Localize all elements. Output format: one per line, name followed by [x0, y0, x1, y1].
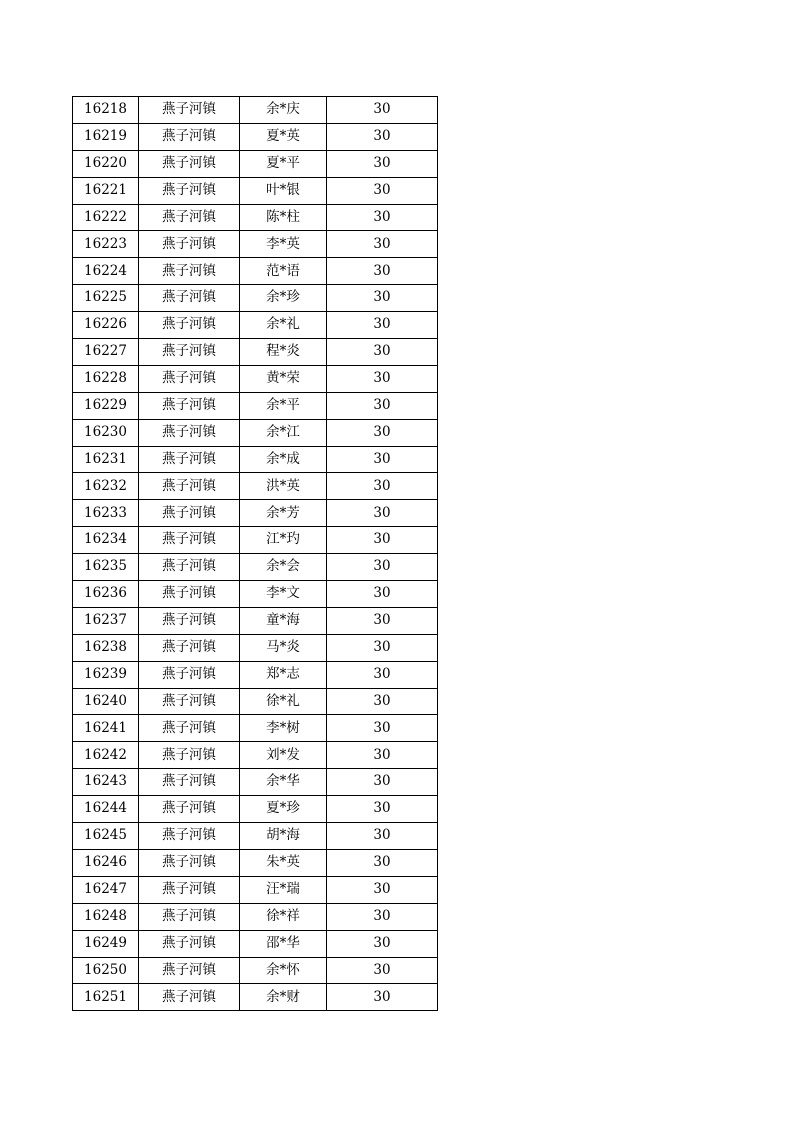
row-id-cell: 16234: [73, 527, 139, 554]
name-cell: 余*江: [240, 419, 327, 446]
row-id-cell: 16226: [73, 312, 139, 339]
name-cell: 邵*华: [240, 930, 327, 957]
town-cell: 燕子河镇: [139, 849, 240, 876]
table-row: [73, 312, 438, 339]
name-cell: 江*玓: [240, 527, 327, 554]
town-cell: 燕子河镇: [139, 876, 240, 903]
amount-cell: 30: [327, 876, 438, 903]
row-id-cell: 16249: [73, 930, 139, 957]
town-cell: 燕子河镇: [139, 688, 240, 715]
data-table: [72, 96, 438, 1011]
amount-cell: 30: [327, 823, 438, 850]
row-id-cell: 16238: [73, 634, 139, 661]
town-cell: 燕子河镇: [139, 150, 240, 177]
row-id-cell: 16232: [73, 473, 139, 500]
town-cell: 燕子河镇: [139, 446, 240, 473]
amount-cell: 30: [327, 715, 438, 742]
town-cell: 燕子河镇: [139, 715, 240, 742]
town-cell: 燕子河镇: [139, 527, 240, 554]
row-id-cell: 16248: [73, 903, 139, 930]
town-cell: 燕子河镇: [139, 473, 240, 500]
amount-cell: 30: [327, 634, 438, 661]
town-cell: 燕子河镇: [139, 204, 240, 231]
table-row: [73, 150, 438, 177]
amount-cell: 30: [327, 554, 438, 581]
table-row: [73, 769, 438, 796]
name-cell: 夏*英: [240, 123, 327, 150]
row-id-cell: 16233: [73, 500, 139, 527]
row-id-cell: 16219: [73, 123, 139, 150]
name-cell: 余*成: [240, 446, 327, 473]
row-id-cell: 16239: [73, 661, 139, 688]
name-cell: 夏*平: [240, 150, 327, 177]
amount-cell: 30: [327, 500, 438, 527]
town-cell: 燕子河镇: [139, 231, 240, 258]
amount-cell: 30: [327, 312, 438, 339]
row-id-cell: 16220: [73, 150, 139, 177]
row-id-cell: 16227: [73, 339, 139, 366]
table-row: [73, 715, 438, 742]
table-row: [73, 473, 438, 500]
table-row: [73, 849, 438, 876]
row-id-cell: 16244: [73, 796, 139, 823]
town-cell: 燕子河镇: [139, 581, 240, 608]
table-row: [73, 903, 438, 930]
name-cell: 夏*珍: [240, 796, 327, 823]
amount-cell: 30: [327, 97, 438, 124]
row-id-cell: 16237: [73, 607, 139, 634]
town-cell: 燕子河镇: [139, 285, 240, 312]
amount-cell: 30: [327, 903, 438, 930]
table-row: [73, 231, 438, 258]
name-cell: 余*怀: [240, 957, 327, 984]
amount-cell: 30: [327, 446, 438, 473]
table-row: [73, 661, 438, 688]
amount-cell: 30: [327, 769, 438, 796]
table-row: [73, 581, 438, 608]
name-cell: 郑*志: [240, 661, 327, 688]
town-cell: 燕子河镇: [139, 500, 240, 527]
table-row: [73, 607, 438, 634]
name-cell: 范*语: [240, 258, 327, 285]
amount-cell: 30: [327, 339, 438, 366]
table-row: [73, 796, 438, 823]
town-cell: 燕子河镇: [139, 123, 240, 150]
row-id-cell: 16236: [73, 581, 139, 608]
row-id-cell: 16218: [73, 97, 139, 124]
name-cell: 余*芳: [240, 500, 327, 527]
name-cell: 洪*英: [240, 473, 327, 500]
town-cell: 燕子河镇: [139, 823, 240, 850]
town-cell: 燕子河镇: [139, 661, 240, 688]
name-cell: 童*海: [240, 607, 327, 634]
table-row: [73, 527, 438, 554]
name-cell: 余*礼: [240, 312, 327, 339]
name-cell: 余*珍: [240, 285, 327, 312]
name-cell: 胡*海: [240, 823, 327, 850]
row-id-cell: 16221: [73, 177, 139, 204]
name-cell: 黄*荣: [240, 365, 327, 392]
amount-cell: 30: [327, 661, 438, 688]
town-cell: 燕子河镇: [139, 365, 240, 392]
amount-cell: 30: [327, 527, 438, 554]
town-cell: 燕子河镇: [139, 984, 240, 1011]
name-cell: 李*树: [240, 715, 327, 742]
name-cell: 李*文: [240, 581, 327, 608]
name-cell: 朱*英: [240, 849, 327, 876]
row-id-cell: 16222: [73, 204, 139, 231]
table-body: [73, 97, 438, 1011]
name-cell: 刘*发: [240, 742, 327, 769]
amount-cell: 30: [327, 957, 438, 984]
table-row: [73, 957, 438, 984]
row-id-cell: 16231: [73, 446, 139, 473]
row-id-cell: 16241: [73, 715, 139, 742]
table-row: [73, 984, 438, 1011]
town-cell: 燕子河镇: [139, 419, 240, 446]
town-cell: 燕子河镇: [139, 796, 240, 823]
amount-cell: 30: [327, 150, 438, 177]
row-id-cell: 16251: [73, 984, 139, 1011]
town-cell: 燕子河镇: [139, 903, 240, 930]
town-cell: 燕子河镇: [139, 957, 240, 984]
town-cell: 燕子河镇: [139, 607, 240, 634]
town-cell: 燕子河镇: [139, 177, 240, 204]
town-cell: 燕子河镇: [139, 742, 240, 769]
row-id-cell: 16245: [73, 823, 139, 850]
table-row: [73, 688, 438, 715]
town-cell: 燕子河镇: [139, 930, 240, 957]
amount-cell: 30: [327, 607, 438, 634]
table-row: [73, 392, 438, 419]
town-cell: 燕子河镇: [139, 634, 240, 661]
amount-cell: 30: [327, 581, 438, 608]
row-id-cell: 16247: [73, 876, 139, 903]
table-row: [73, 365, 438, 392]
town-cell: 燕子河镇: [139, 312, 240, 339]
table-row: [73, 500, 438, 527]
name-cell: 徐*礼: [240, 688, 327, 715]
name-cell: 余*平: [240, 392, 327, 419]
table-row: [73, 823, 438, 850]
row-id-cell: 16243: [73, 769, 139, 796]
row-id-cell: 16225: [73, 285, 139, 312]
town-cell: 燕子河镇: [139, 339, 240, 366]
row-id-cell: 16250: [73, 957, 139, 984]
name-cell: 余*华: [240, 769, 327, 796]
amount-cell: 30: [327, 285, 438, 312]
amount-cell: 30: [327, 688, 438, 715]
row-id-cell: 16230: [73, 419, 139, 446]
table-row: [73, 876, 438, 903]
table-row: [73, 97, 438, 124]
amount-cell: 30: [327, 984, 438, 1011]
amount-cell: 30: [327, 473, 438, 500]
amount-cell: 30: [327, 930, 438, 957]
name-cell: 程*炎: [240, 339, 327, 366]
row-id-cell: 16242: [73, 742, 139, 769]
table-row: [73, 554, 438, 581]
amount-cell: 30: [327, 742, 438, 769]
row-id-cell: 16223: [73, 231, 139, 258]
row-id-cell: 16246: [73, 849, 139, 876]
name-cell: 马*炎: [240, 634, 327, 661]
amount-cell: 30: [327, 392, 438, 419]
amount-cell: 30: [327, 419, 438, 446]
amount-cell: 30: [327, 258, 438, 285]
row-id-cell: 16240: [73, 688, 139, 715]
table-row: [73, 446, 438, 473]
table-row: [73, 930, 438, 957]
amount-cell: 30: [327, 177, 438, 204]
table-row: [73, 177, 438, 204]
name-cell: 陈*柱: [240, 204, 327, 231]
row-id-cell: 16224: [73, 258, 139, 285]
amount-cell: 30: [327, 796, 438, 823]
table-row: [73, 204, 438, 231]
town-cell: 燕子河镇: [139, 392, 240, 419]
name-cell: 余*财: [240, 984, 327, 1011]
name-cell: 汪*瑞: [240, 876, 327, 903]
row-id-cell: 16229: [73, 392, 139, 419]
row-id-cell: 16235: [73, 554, 139, 581]
table-row: [73, 258, 438, 285]
name-cell: 李*英: [240, 231, 327, 258]
table-row: [73, 285, 438, 312]
name-cell: 余*庆: [240, 97, 327, 124]
amount-cell: 30: [327, 231, 438, 258]
table-row: [73, 634, 438, 661]
amount-cell: 30: [327, 365, 438, 392]
amount-cell: 30: [327, 849, 438, 876]
name-cell: 余*会: [240, 554, 327, 581]
row-id-cell: 16228: [73, 365, 139, 392]
name-cell: 叶*银: [240, 177, 327, 204]
table-row: [73, 742, 438, 769]
town-cell: 燕子河镇: [139, 554, 240, 581]
name-cell: 徐*祥: [240, 903, 327, 930]
table-row: [73, 123, 438, 150]
town-cell: 燕子河镇: [139, 769, 240, 796]
table-row: [73, 339, 438, 366]
amount-cell: 30: [327, 204, 438, 231]
town-cell: 燕子河镇: [139, 258, 240, 285]
amount-cell: 30: [327, 123, 438, 150]
town-cell: 燕子河镇: [139, 97, 240, 124]
table-row: [73, 419, 438, 446]
